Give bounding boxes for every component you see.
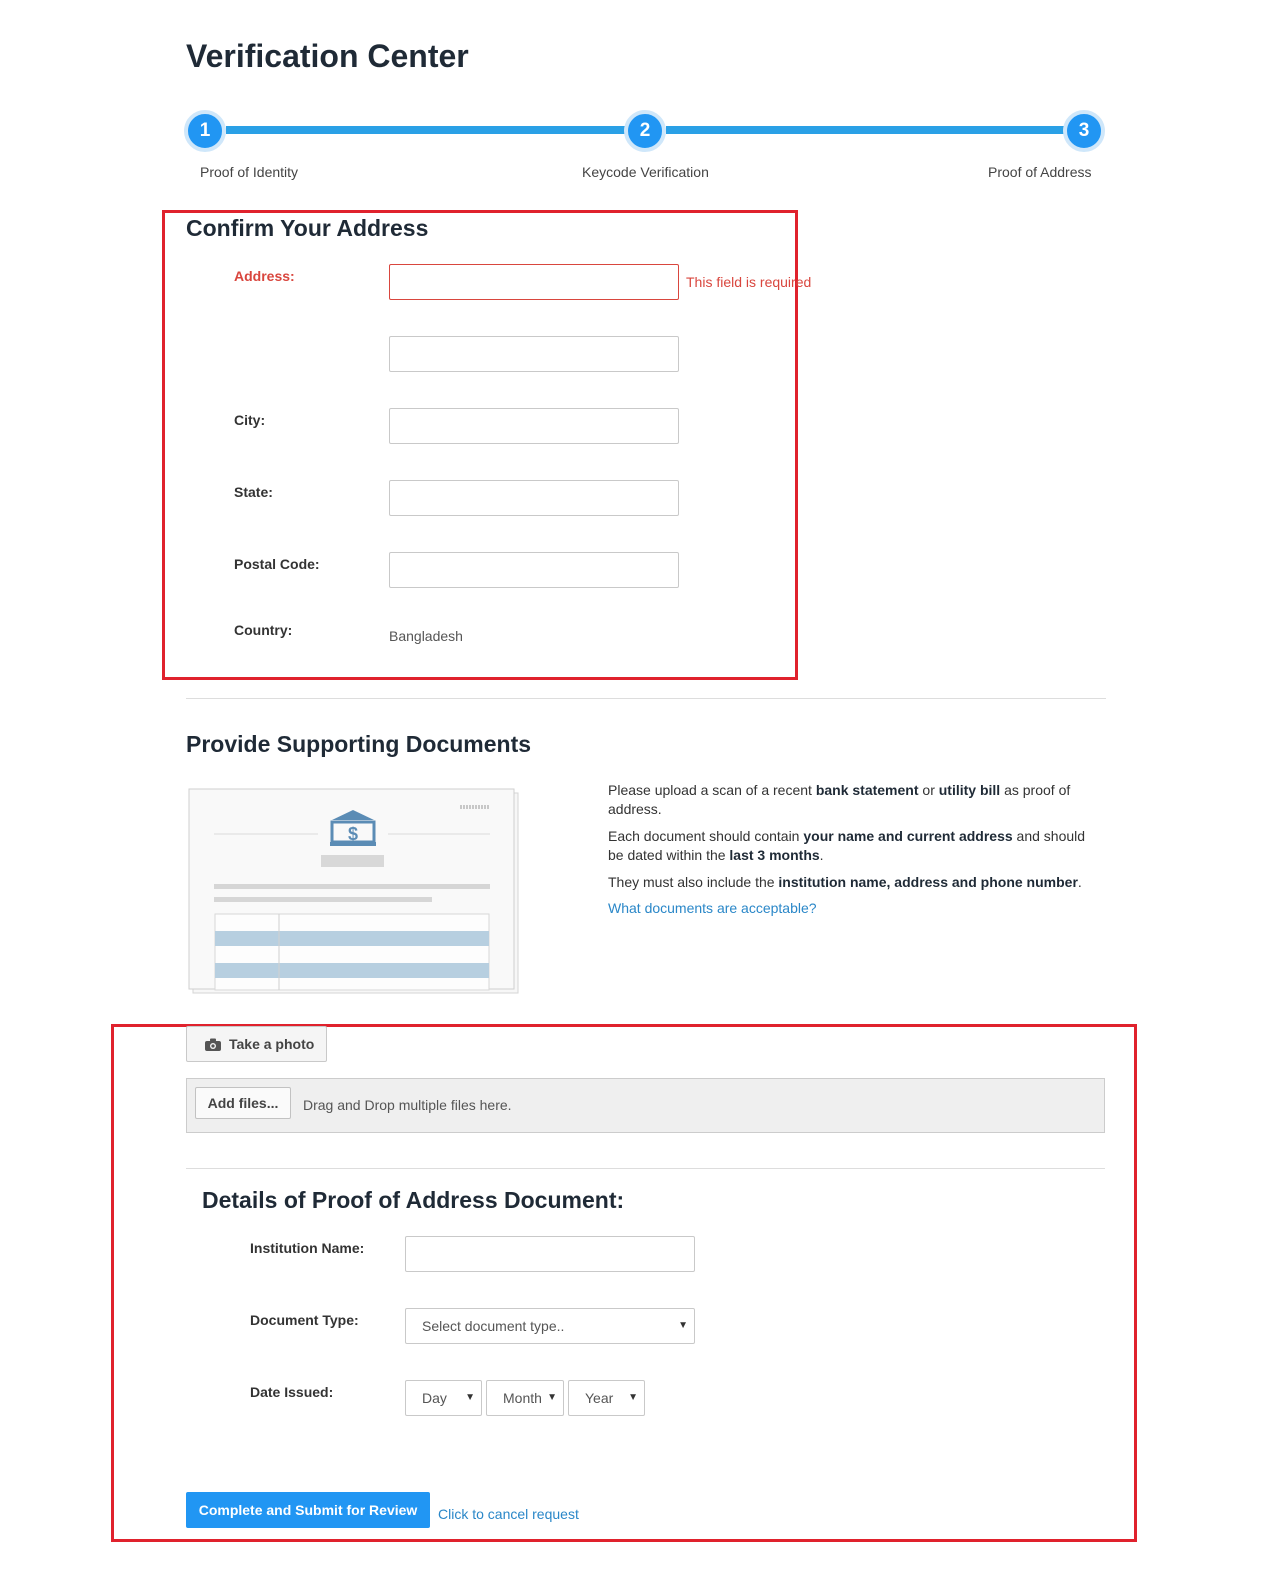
document-illustration [188, 788, 520, 996]
drop-zone-hint: Drag and Drop multiple files here. [303, 1097, 512, 1113]
state-input[interactable] [389, 480, 679, 516]
day-value: Day [422, 1390, 447, 1406]
svg-text:$: $ [347, 824, 359, 844]
acceptable-documents-link[interactable]: What documents are acceptable? [608, 900, 817, 916]
step-2-indicator[interactable]: 2 [624, 110, 666, 152]
state-label: State: [234, 484, 273, 500]
address-line1-input[interactable] [389, 264, 679, 300]
date-issued-label: Date Issued: [250, 1384, 334, 1400]
page-title: Verification Center [186, 38, 469, 74]
documents-instructions [608, 781, 1098, 918]
year-select[interactable] [568, 1380, 645, 1416]
year-value: Year [585, 1390, 614, 1406]
address-error-message: This field is required [686, 274, 812, 290]
month-select[interactable] [486, 1380, 564, 1416]
documents-heading: Provide Supporting Documents [186, 731, 532, 757]
step-1-indicator[interactable]: 1 [184, 110, 226, 152]
postal-code-input[interactable] [389, 552, 679, 588]
take-photo-button[interactable] [186, 1026, 327, 1062]
day-select[interactable] [405, 1380, 482, 1416]
details-heading: Details of Proof of Address Document: [202, 1187, 625, 1213]
section-divider [186, 698, 1106, 699]
submit-for-review-button[interactable]: Complete and Submit for Review [186, 1492, 430, 1528]
address-label: Address: [234, 268, 295, 284]
step-connector-1 [226, 126, 628, 134]
instruction-paragraph-2: Each document should contain your name and current address and should be dated within the last 3 months. [608, 828, 1086, 863]
chevron-down-icon: ▼ [678, 1320, 688, 1331]
upload-divider [186, 1168, 1105, 1169]
month-value: Month [503, 1390, 542, 1406]
step-connector-2 [666, 126, 1068, 134]
document-type-label: Document Type: [250, 1312, 359, 1328]
take-photo-label: Take a photo [229, 1036, 315, 1052]
address-heading: Confirm Your Address [186, 215, 429, 241]
step-3-indicator[interactable]: 3 [1063, 110, 1105, 152]
add-files-button[interactable]: Add files... [195, 1087, 291, 1119]
chevron-down-icon: ▼ [628, 1392, 638, 1403]
city-label: City: [234, 412, 266, 428]
step-3-label: Proof of Address [988, 164, 1092, 180]
step-2-label: Keycode Verification [582, 164, 709, 180]
document-type-value: Select document type.. [422, 1318, 565, 1334]
country-value: Bangladesh [389, 628, 463, 644]
document-type-select[interactable] [405, 1308, 695, 1344]
institution-name-input[interactable] [405, 1236, 695, 1272]
country-label: Country: [234, 622, 293, 638]
camera-icon [205, 1038, 221, 1051]
step-1-label: Proof of Identity [200, 164, 299, 180]
cancel-request-link[interactable]: Click to cancel request [438, 1506, 579, 1522]
chevron-down-icon: ▼ [465, 1392, 475, 1403]
chevron-down-icon: ▼ [547, 1392, 557, 1403]
city-input[interactable] [389, 408, 679, 444]
instruction-paragraph-1: Please upload a scan of a recent bank statement or utility bill as proof of address. [608, 782, 1071, 817]
postal-code-label: Postal Code: [234, 556, 320, 572]
instruction-paragraph-3: They must also include the institution name, address and phone number. [608, 874, 1082, 890]
institution-name-label: Institution Name: [250, 1240, 365, 1256]
address-line2-input[interactable] [389, 336, 679, 372]
